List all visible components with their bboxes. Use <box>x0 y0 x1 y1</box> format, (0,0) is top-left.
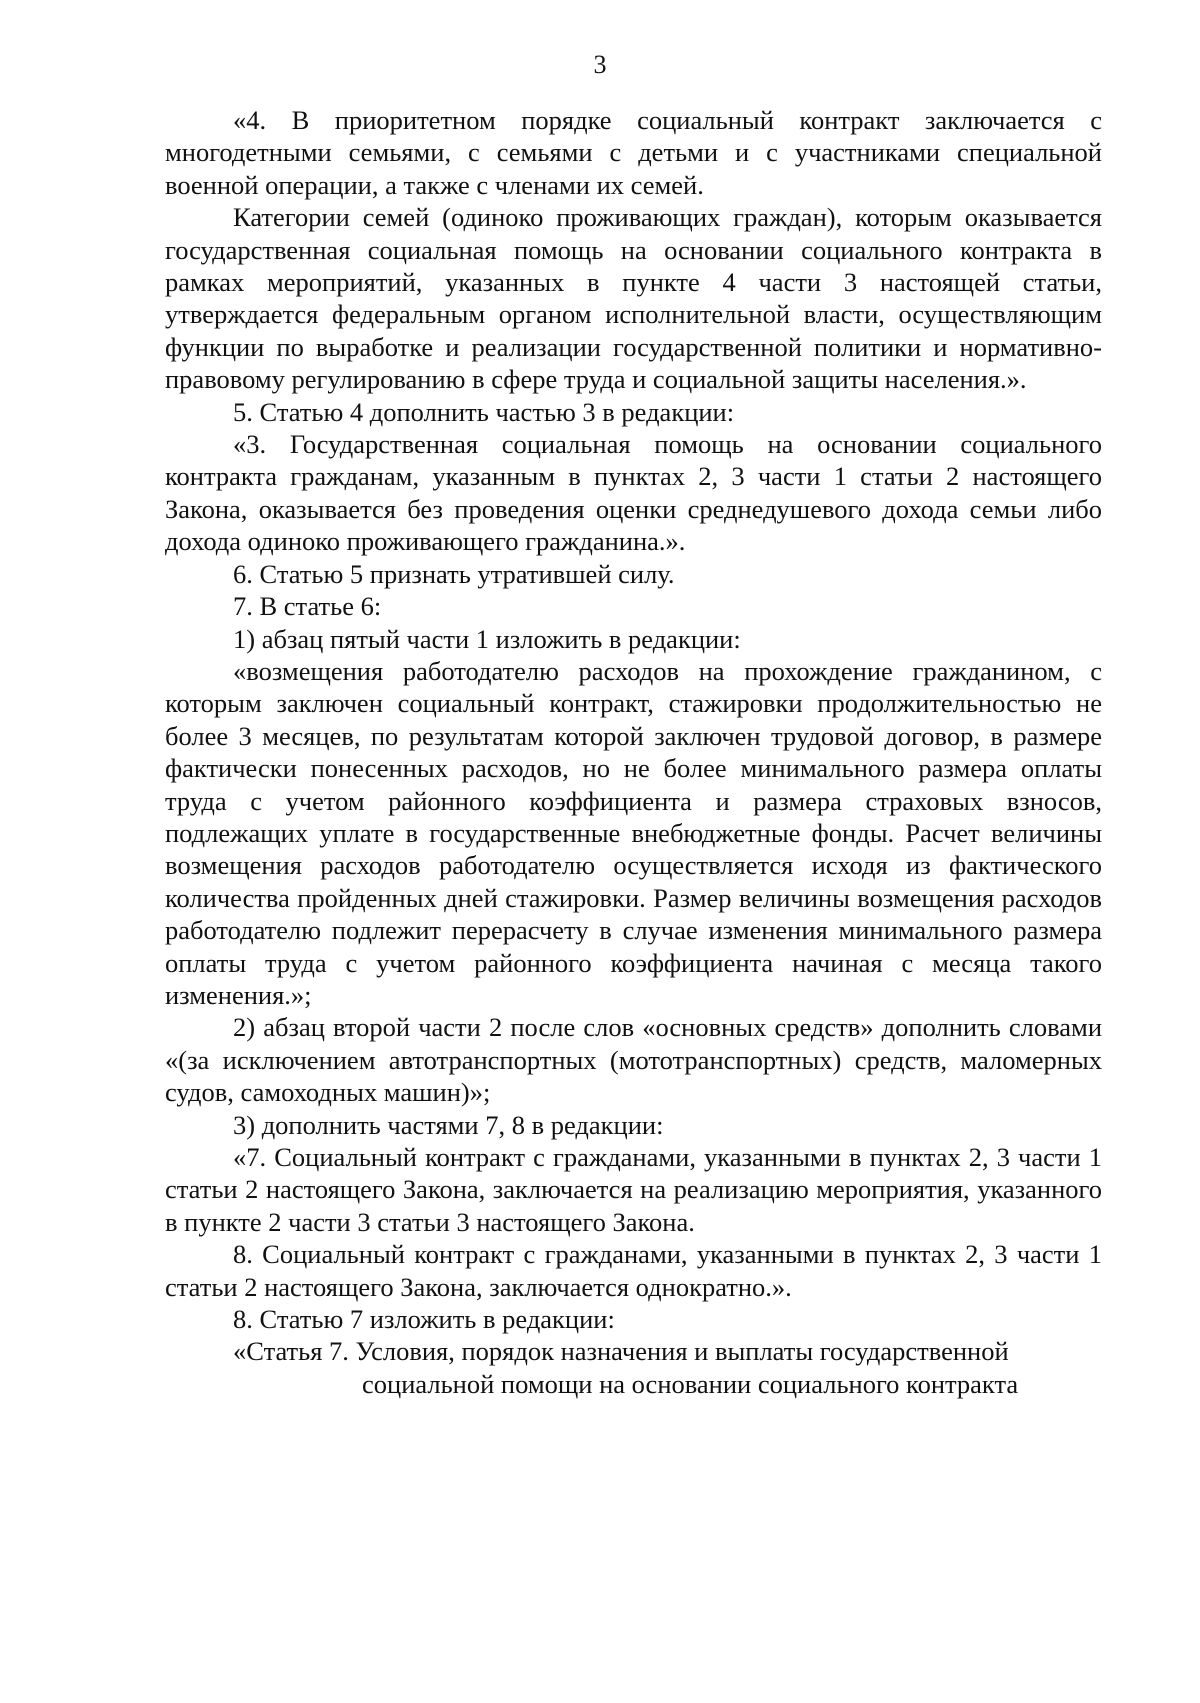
paragraph-item2: 2) абзац второй части 2 после слов «основных средств» дополнить словами «(за исключением автотранспортных (мототранспортных) средств, маломерных судов, самоходных машин)»; <box>165 1012 1102 1108</box>
paragraph-article4-amendment: 5. Статью 4 дополнить частью 3 в редакции: <box>233 396 735 427</box>
paragraph-priority-contract: «4. В приоритетном порядке социальный контракт заключается с многодетными семьями, с семьями с детьми и с участниками специальной военной операции, а также с членами их семей. <box>165 105 1102 200</box>
paragraph-item1: 1) абзац пятый части 1 изложить в редакции: <box>233 623 741 654</box>
article-heading-line2: социальной помощи на основании социального контракта <box>362 1368 1019 1399</box>
paragraph-part7-text: «7. Социальный контракт с гражданами, указанными в пунктах 2, 3 части 1 статьи 2 настоящего Закона, заключается на реализацию мероприятия, указанного в пункте 2 части 3 статьи 3 настоящего Закона. <box>165 1142 1102 1237</box>
paragraph-reimbursement-text: «возмещения работодателю расходов на прохождение гражданином, с которым заключен социальный контракт, стажировки продолжительностью не более 3 месяцев, по результатам которой заключен трудовой договор, в размере фактически понесенных расходов, но не более минимального размера оплаты труда с учетом районного коэффициента и размера страховых взносов, подлежащих уплате в государственные внебюджетные фонды. Расчет величины возмещения расходов работодателю осуществляется исходя из фактического количества пройденных дней стажировки. Размер величины возмещения расходов работодателю подлежит перерасчету в случае изменения минимального размера оплаты труда с учетом районного коэффициента начиная с месяца такого изменения.»; <box>165 655 1102 1010</box>
document-body <box>165 104 1102 1400</box>
paragraph-article6-intro: 7. В статье 6: <box>233 591 382 622</box>
paragraph-article5-repeal: 6. Статью 5 признать утратившей силу. <box>233 558 675 589</box>
paragraph-item3: 3) дополнить частями 7, 8 в редакции: <box>233 1109 664 1140</box>
paragraph-part3-text: «3. Государственная социальная помощь на основании социального контракта гражданам, указанным в пунктах 2, 3 части 1 статьи 2 настоящего Закона, оказывается без проведения оценки среднедушевого дохода семьи либо дохода одиноко проживающего гражданина.». <box>165 429 1102 557</box>
paragraph-article7-amendment: 8. Статью 7 изложить в редакции: <box>233 1304 615 1335</box>
article-heading-line1: «Статья 7. Условия, порядок назначения и выплаты государственной <box>233 1336 1009 1367</box>
page-number: 3 <box>593 50 607 79</box>
paragraph-part8-text: 8. Социальный контракт с гражданами, указанными в пунктах 2, 3 части 1 статьи 2 настоящего Закона, заключается однократно.». <box>165 1239 1102 1302</box>
paragraph-family-categories: Категории семей (одиноко проживающих граждан), которым оказывается государственная социальная помощь на основании социального контракта в рамках мероприятий, указанных в пункте 4 части 3 настоящей статьи, утверждается федеральным органом исполнительной власти, осуществляющим функции по выработке и реализации государственной политики и нормативно-правовому регулированию в сфере труда и социальной защиты населения.». <box>165 202 1102 395</box>
